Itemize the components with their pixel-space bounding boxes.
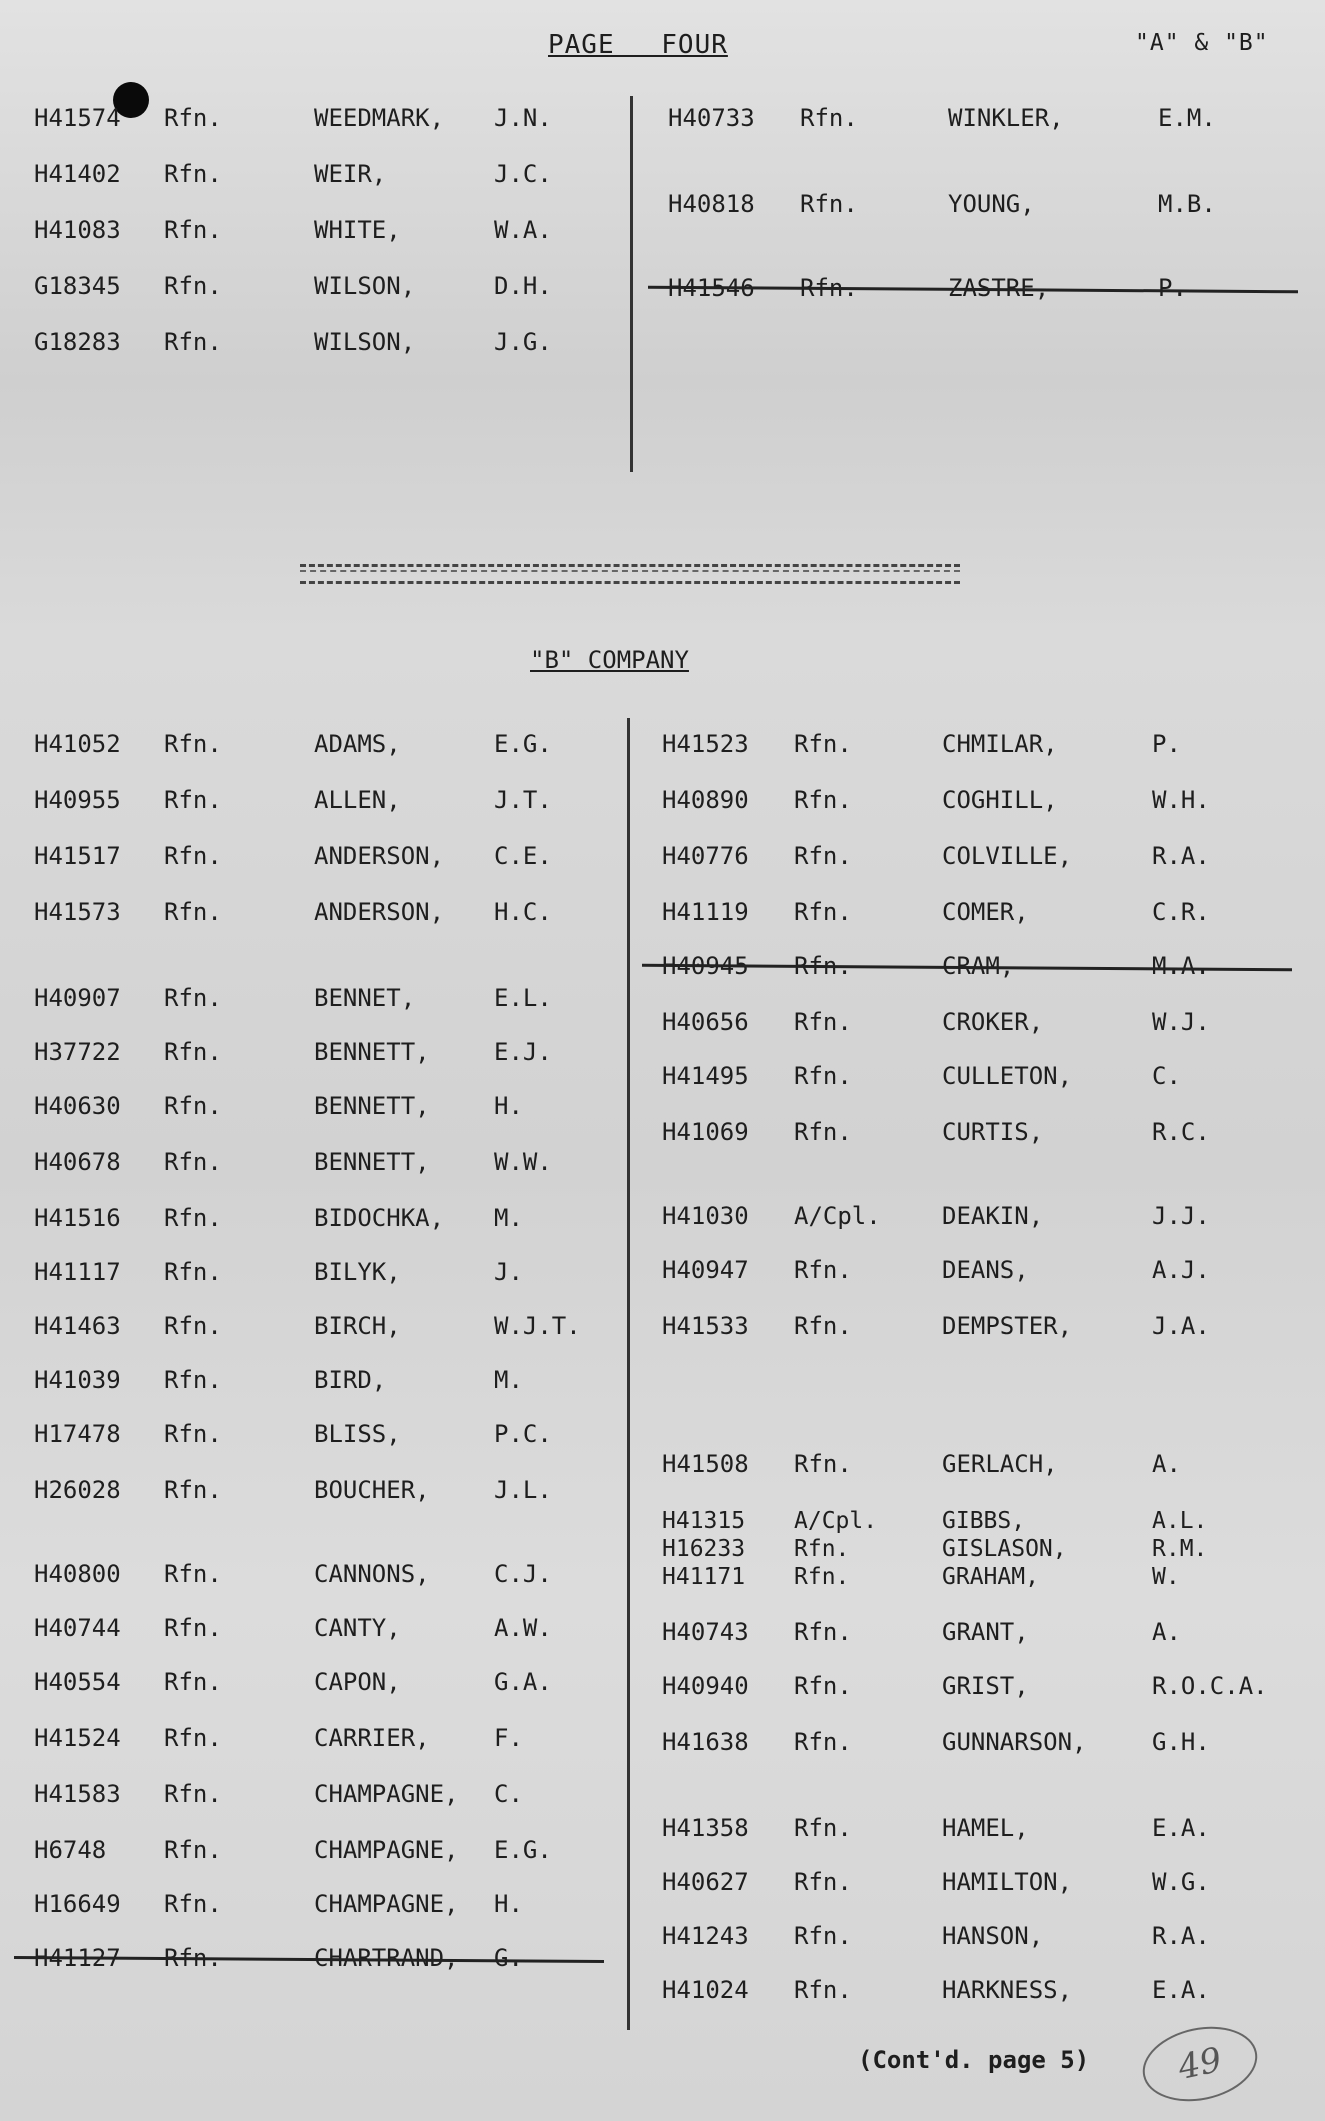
initials: E.A.: [1152, 1976, 1210, 2004]
surname: CHAMPAGNE,: [314, 1890, 459, 1918]
initials: G.H.: [1152, 1728, 1210, 1756]
roster-row: [34, 1312, 594, 1348]
roster-row: [34, 842, 594, 878]
roster-row: [662, 1450, 1282, 1486]
roster-row: [34, 1148, 594, 1184]
rank: A/Cpl.: [794, 1508, 878, 1534]
roster-row: [34, 1560, 594, 1596]
roster-row: [668, 104, 1288, 140]
surname: WHITE,: [314, 216, 401, 244]
section-separator: [300, 564, 960, 584]
service-number: H41546: [668, 274, 755, 302]
initials: R.A.: [1152, 1922, 1210, 1950]
initials: F.: [494, 1724, 523, 1752]
service-number: H41583: [34, 1780, 121, 1808]
surname: GRAHAM,: [942, 1564, 1039, 1590]
initials: R.O.C.A.: [1152, 1672, 1268, 1700]
rank: Rfn.: [164, 898, 222, 926]
service-number: H41533: [662, 1312, 749, 1340]
initials: M.: [494, 1204, 523, 1232]
surname: GUNNARSON,: [942, 1728, 1087, 1756]
column-divider-a: [630, 96, 633, 472]
surname: YOUNG,: [948, 190, 1035, 218]
service-number: H40955: [34, 786, 121, 814]
service-number: H6748: [34, 1836, 107, 1864]
rank: Rfn.: [794, 1256, 852, 1284]
surname: WEIR,: [314, 160, 387, 188]
service-number: H40800: [34, 1560, 121, 1588]
service-number: H40678: [34, 1148, 121, 1176]
roster-row: [668, 190, 1288, 226]
service-number: H41463: [34, 1312, 121, 1340]
initials: A.: [1152, 1618, 1181, 1646]
surname: GRIST,: [942, 1672, 1029, 1700]
roster-row: [34, 1038, 594, 1074]
initials: M.B.: [1158, 190, 1216, 218]
service-number: H40940: [662, 1672, 749, 1700]
rank: Rfn.: [164, 1092, 222, 1120]
surname: BLISS,: [314, 1420, 401, 1448]
roster-row: [34, 1476, 594, 1512]
service-number: H41069: [662, 1118, 749, 1146]
rank: Rfn.: [164, 1420, 222, 1448]
initials: C.: [494, 1780, 523, 1808]
handwritten-page-number: 49: [1136, 2017, 1264, 2112]
roster-row: [34, 1890, 594, 1926]
service-number: H40733: [668, 104, 755, 132]
service-number: H40627: [662, 1868, 749, 1896]
rank: Rfn.: [794, 1564, 850, 1590]
service-number: H40630: [34, 1092, 121, 1120]
service-number: H41083: [34, 216, 121, 244]
rank: Rfn.: [164, 730, 222, 758]
service-number: H41574: [34, 104, 121, 132]
initials: C.: [1152, 1062, 1181, 1090]
roster-row: [34, 1724, 594, 1760]
service-number: H41573: [34, 898, 121, 926]
service-number: H40818: [668, 190, 755, 218]
initials: H.: [494, 1890, 523, 1918]
roster-row: [34, 1204, 594, 1240]
rank: Rfn.: [164, 1258, 222, 1286]
roster-row: [662, 1062, 1282, 1098]
surname: COLVILLE,: [942, 842, 1073, 870]
initials: W.J.T.: [494, 1312, 581, 1340]
rank: Rfn.: [164, 1614, 222, 1642]
initials: J.G.: [494, 328, 552, 356]
rank: Rfn.: [794, 1976, 852, 2004]
rank: Rfn.: [794, 1008, 852, 1036]
surname: CURTIS,: [942, 1118, 1044, 1146]
service-number: H41495: [662, 1062, 749, 1090]
initials: E.J.: [494, 1038, 552, 1066]
rank: Rfn.: [794, 1814, 852, 1842]
surname: WILSON,: [314, 328, 416, 356]
rank: Rfn.: [164, 104, 222, 132]
initials: J.C.: [494, 160, 552, 188]
initials: R.C.: [1152, 1118, 1210, 1146]
rank: Rfn.: [164, 842, 222, 870]
struck-roster-row: [662, 952, 1282, 988]
surname: CHAMPAGNE,: [314, 1836, 459, 1864]
initials: G.: [494, 1944, 523, 1972]
service-number: H40945: [662, 952, 749, 980]
surname: BENNETT,: [314, 1092, 430, 1120]
initials: E.L.: [494, 984, 552, 1012]
roster-row: [34, 1836, 594, 1872]
surname: CHAMPAGNE,: [314, 1780, 459, 1808]
rank: Rfn.: [800, 274, 858, 302]
initials: R.A.: [1152, 842, 1210, 870]
surname: BENNETT,: [314, 1148, 430, 1176]
roster-row: [34, 104, 594, 140]
initials: E.G.: [494, 730, 552, 758]
surname: CULLETON,: [942, 1062, 1073, 1090]
roster-row: [662, 1536, 1282, 1562]
rank: Rfn.: [794, 842, 852, 870]
surname: CANTY,: [314, 1614, 401, 1642]
initials: J.T.: [494, 786, 552, 814]
surname: ANDERSON,: [314, 842, 445, 870]
initials: J.J.: [1152, 1202, 1210, 1230]
roster-row: [34, 1092, 594, 1128]
initials: W.A.: [494, 216, 552, 244]
roster-row: [662, 1256, 1282, 1292]
rank: Rfn.: [164, 1476, 222, 1504]
roster-row: [34, 272, 594, 308]
rank: Rfn.: [164, 1204, 222, 1232]
rank: Rfn.: [794, 1450, 852, 1478]
rank: Rfn.: [164, 984, 222, 1012]
roster-row: [34, 1668, 594, 1704]
roster-row: [34, 328, 594, 364]
service-number: H41117: [34, 1258, 121, 1286]
rank: Rfn.: [164, 1890, 222, 1918]
initials: W.G.: [1152, 1868, 1210, 1896]
rank: Rfn.: [164, 216, 222, 244]
surname: CROKER,: [942, 1008, 1044, 1036]
rank: Rfn.: [800, 190, 858, 218]
rank: Rfn.: [794, 898, 852, 926]
surname: WILSON,: [314, 272, 416, 300]
rank: Rfn.: [794, 1118, 852, 1146]
rank: Rfn.: [164, 1836, 222, 1864]
service-number: H41524: [34, 1724, 121, 1752]
surname: COMER,: [942, 898, 1029, 926]
initials: W.J.: [1152, 1008, 1210, 1036]
rank: Rfn.: [164, 1560, 222, 1588]
initials: D.H.: [494, 272, 552, 300]
rank: Rfn.: [794, 952, 852, 980]
service-number: H41039: [34, 1366, 121, 1394]
initials: A.J.: [1152, 1256, 1210, 1284]
surname: CHARTRAND,: [314, 1944, 459, 1972]
service-number: H26028: [34, 1476, 121, 1504]
initials: E.A.: [1152, 1814, 1210, 1842]
rank: Rfn.: [794, 1618, 852, 1646]
service-number: H41052: [34, 730, 121, 758]
rank: Rfn.: [164, 1038, 222, 1066]
rank: Rfn.: [164, 272, 222, 300]
roster-row: [34, 1258, 594, 1294]
initials: P.: [1152, 730, 1181, 758]
surname: BIRCH,: [314, 1312, 401, 1340]
rank: Rfn.: [164, 1944, 222, 1972]
roster-row: [34, 786, 594, 822]
service-number: H40656: [662, 1008, 749, 1036]
service-number: H40947: [662, 1256, 749, 1284]
rank: Rfn.: [800, 104, 858, 132]
roster-row: [34, 216, 594, 252]
surname: WEEDMARK,: [314, 104, 445, 132]
surname: WINKLER,: [948, 104, 1064, 132]
roster-row: [662, 1672, 1282, 1708]
rank: Rfn.: [794, 730, 852, 758]
rank: Rfn.: [794, 1868, 852, 1896]
initials: W.: [1152, 1564, 1180, 1590]
surname: DEANS,: [942, 1256, 1029, 1284]
surname: CHMILAR,: [942, 730, 1058, 758]
rank: Rfn.: [164, 786, 222, 814]
service-number: H41508: [662, 1450, 749, 1478]
rank: Rfn.: [164, 1724, 222, 1752]
initials: E.G.: [494, 1836, 552, 1864]
roster-row: [34, 730, 594, 766]
roster-row: [662, 1008, 1282, 1044]
service-number: H41127: [34, 1944, 121, 1972]
rank: Rfn.: [794, 1728, 852, 1756]
roster-row: [662, 1922, 1282, 1958]
service-number: H40744: [34, 1614, 121, 1642]
roster-row: [662, 1976, 1282, 2012]
service-number: H16649: [34, 1890, 121, 1918]
struck-roster-row: [34, 1944, 594, 1980]
rank: Rfn.: [794, 1062, 852, 1090]
rank: Rfn.: [164, 1148, 222, 1176]
initials: A.W.: [494, 1614, 552, 1642]
roster-row: [662, 1312, 1282, 1348]
roster-row: [662, 842, 1282, 878]
surname: HAMEL,: [942, 1814, 1029, 1842]
service-number: H41315: [662, 1508, 746, 1534]
struck-roster-row: [668, 274, 1288, 310]
initials: J.A.: [1152, 1312, 1210, 1340]
surname: CANNONS,: [314, 1560, 430, 1588]
roster-row: [662, 786, 1282, 822]
rank: Rfn.: [794, 786, 852, 814]
roster-row: [34, 160, 594, 196]
initials: H.C.: [494, 898, 552, 926]
service-number: G18283: [34, 328, 121, 356]
roster-row: [34, 1420, 594, 1456]
continued-note: (Cont'd. page 5): [858, 2046, 1090, 2074]
roster-row: [34, 898, 594, 934]
rank: Rfn.: [164, 328, 222, 356]
page-title: PAGE FOUR: [548, 30, 728, 60]
roster-row: [34, 1614, 594, 1650]
roster-row: [34, 1780, 594, 1816]
initials: J.L.: [494, 1476, 552, 1504]
surname: BENNET,: [314, 984, 416, 1012]
service-number: H41171: [662, 1564, 746, 1590]
rank: Rfn.: [164, 1668, 222, 1696]
initials: M.: [494, 1366, 523, 1394]
roster-row: [662, 730, 1282, 766]
surname: ALLEN,: [314, 786, 401, 814]
service-number: H41119: [662, 898, 749, 926]
rank: Rfn.: [164, 1780, 222, 1808]
initials: P.: [1158, 274, 1187, 302]
initials: J.N.: [494, 104, 552, 132]
initials: C.J.: [494, 1560, 552, 1588]
initials: W.W.: [494, 1148, 552, 1176]
service-number: H41638: [662, 1728, 749, 1756]
service-number: H41523: [662, 730, 749, 758]
rank: A/Cpl.: [794, 1202, 881, 1230]
surname: HAMILTON,: [942, 1868, 1073, 1896]
surname: GRANT,: [942, 1618, 1029, 1646]
service-number: H16233: [662, 1536, 746, 1562]
rank: Rfn.: [794, 1312, 852, 1340]
roster-row: [34, 984, 594, 1020]
roster-row: [662, 1564, 1282, 1590]
surname: GIBBS,: [942, 1508, 1026, 1534]
service-number: H41402: [34, 160, 121, 188]
service-number: H41243: [662, 1922, 749, 1950]
surname: GISLASON,: [942, 1536, 1067, 1562]
service-number: H41517: [34, 842, 121, 870]
section-title: "B" COMPANY: [530, 646, 689, 674]
column-divider-b: [627, 718, 630, 2030]
rank: Rfn.: [164, 1312, 222, 1340]
surname: BIDOCHKA,: [314, 1204, 445, 1232]
roster-row: [662, 1508, 1282, 1534]
initials: R.M.: [1152, 1536, 1208, 1562]
roster-row: [662, 1728, 1282, 1764]
surname: BENNETT,: [314, 1038, 430, 1066]
service-number: H40776: [662, 842, 749, 870]
rank: Rfn.: [794, 1672, 852, 1700]
surname: DEMPSTER,: [942, 1312, 1073, 1340]
service-number: G18345: [34, 272, 121, 300]
rank: Rfn.: [794, 1536, 850, 1562]
surname: ZASTRE,: [948, 274, 1050, 302]
service-number: H41358: [662, 1814, 749, 1842]
surname: HARKNESS,: [942, 1976, 1073, 2004]
roster-row: [662, 898, 1282, 934]
company-tag: "A" & "B": [1135, 30, 1269, 56]
roster-row: [662, 1618, 1282, 1654]
roster-row: [662, 1814, 1282, 1850]
surname: DEAKIN,: [942, 1202, 1044, 1230]
roster-row: [34, 1366, 594, 1402]
surname: BILYK,: [314, 1258, 401, 1286]
roster-row: [662, 1118, 1282, 1154]
initials: A.: [1152, 1450, 1181, 1478]
service-number: H40743: [662, 1618, 749, 1646]
surname: GERLACH,: [942, 1450, 1058, 1478]
surname: HANSON,: [942, 1922, 1044, 1950]
surname: BOUCHER,: [314, 1476, 430, 1504]
service-number: H40554: [34, 1668, 121, 1696]
initials: M.A.: [1152, 952, 1210, 980]
surname: CRAM,: [942, 952, 1015, 980]
initials: C.R.: [1152, 898, 1210, 926]
surname: ADAMS,: [314, 730, 401, 758]
service-number: H37722: [34, 1038, 121, 1066]
service-number: H41024: [662, 1976, 749, 2004]
initials: C.E.: [494, 842, 552, 870]
initials: P.C.: [494, 1420, 552, 1448]
surname: CARRIER,: [314, 1724, 430, 1752]
rank: Rfn.: [164, 1366, 222, 1394]
initials: W.H.: [1152, 786, 1210, 814]
surname: CAPON,: [314, 1668, 401, 1696]
initials: G.A.: [494, 1668, 552, 1696]
surname: ANDERSON,: [314, 898, 445, 926]
service-number: H41030: [662, 1202, 749, 1230]
rank: Rfn.: [794, 1922, 852, 1950]
roster-row: [662, 1868, 1282, 1904]
surname: COGHILL,: [942, 786, 1058, 814]
service-number: H40890: [662, 786, 749, 814]
service-number: H40907: [34, 984, 121, 1012]
service-number: H41516: [34, 1204, 121, 1232]
service-number: H17478: [34, 1420, 121, 1448]
initials: A.L.: [1152, 1508, 1208, 1534]
surname: BIRD,: [314, 1366, 387, 1394]
roster-row: [662, 1202, 1282, 1238]
initials: H.: [494, 1092, 523, 1120]
initials: J.: [494, 1258, 523, 1286]
rank: Rfn.: [164, 160, 222, 188]
initials: E.M.: [1158, 104, 1216, 132]
